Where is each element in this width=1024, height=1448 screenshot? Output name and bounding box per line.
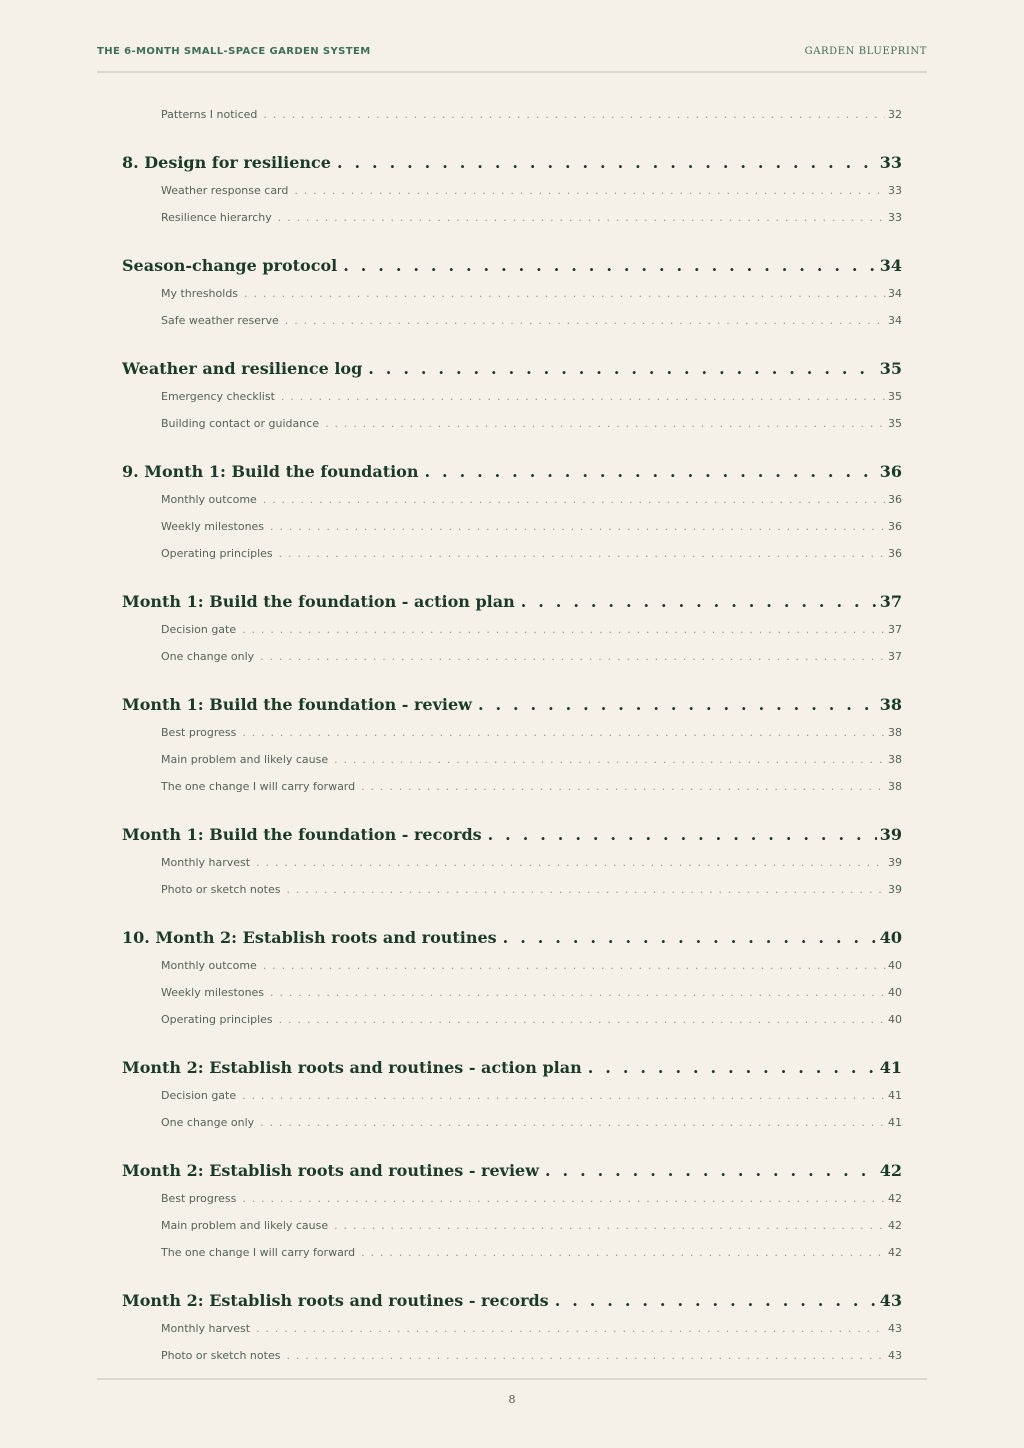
toc-section-entry[interactable] bbox=[122, 688, 902, 722]
toc-entry-title: Monthly outcome bbox=[161, 959, 257, 972]
toc-entry-title: Month 1: Build the foundation - action plan bbox=[122, 592, 515, 611]
toc-section-entry[interactable] bbox=[122, 818, 902, 852]
toc-entry-page-number: 37 bbox=[888, 623, 902, 636]
dot-leader bbox=[521, 585, 877, 619]
toc-subentry[interactable] bbox=[122, 1215, 902, 1242]
toc-entry-page-number: 33 bbox=[888, 211, 902, 224]
toc-subentry[interactable] bbox=[122, 1345, 902, 1372]
toc-subentry[interactable] bbox=[122, 619, 902, 646]
toc-entry-page-number: 32 bbox=[888, 108, 902, 121]
toc-entry-title: Weekly milestones bbox=[161, 986, 265, 999]
dot-leader bbox=[244, 283, 885, 305]
toc-entry-page-number: 37 bbox=[879, 592, 902, 611]
dot-leader bbox=[361, 776, 885, 798]
toc-subentry[interactable] bbox=[122, 1318, 902, 1345]
dot-leader bbox=[263, 104, 885, 126]
dot-leader bbox=[281, 386, 885, 408]
table-of-contents bbox=[122, 104, 902, 1372]
toc-entry-page-number: 41 bbox=[879, 1058, 902, 1077]
dot-leader bbox=[260, 1112, 885, 1134]
toc-entry-title: Resilience hierarchy bbox=[161, 211, 272, 224]
toc-entry-title: Emergency checklist bbox=[161, 390, 275, 403]
toc-subentry[interactable] bbox=[122, 489, 902, 516]
section-label: GARDEN BLUEPRINT bbox=[804, 45, 927, 57]
toc-entry-title: Weather response card bbox=[161, 184, 289, 197]
toc-subentry[interactable] bbox=[122, 516, 902, 543]
toc-subentry[interactable] bbox=[122, 386, 902, 413]
toc-entry-title: The one change I will carry forward bbox=[161, 780, 356, 793]
dot-leader bbox=[242, 722, 885, 744]
dot-leader bbox=[242, 1085, 885, 1107]
dot-leader bbox=[263, 489, 885, 511]
toc-entry-page-number: 42 bbox=[879, 1161, 902, 1180]
dot-leader bbox=[286, 1345, 885, 1367]
dot-leader bbox=[555, 1284, 877, 1318]
toc-section-entry[interactable] bbox=[122, 1051, 902, 1085]
toc-subentry[interactable] bbox=[122, 207, 902, 234]
toc-subentry[interactable] bbox=[122, 283, 902, 310]
toc-entry-page-number: 36 bbox=[888, 493, 902, 506]
dot-leader bbox=[361, 1242, 885, 1264]
toc-entry-page-number: 39 bbox=[888, 856, 902, 869]
toc-subentry[interactable] bbox=[122, 879, 902, 906]
toc-entry-title: Monthly outcome bbox=[161, 493, 257, 506]
footer-divider bbox=[97, 1378, 927, 1380]
toc-entry-title: Monthly harvest bbox=[161, 1322, 251, 1335]
toc-subentry[interactable] bbox=[122, 776, 902, 803]
toc-entry-page-number: 36 bbox=[888, 547, 902, 560]
toc-subentry[interactable] bbox=[122, 413, 902, 440]
dot-leader bbox=[478, 688, 877, 722]
toc-entry-title: Best progress bbox=[161, 1192, 237, 1205]
dot-leader bbox=[263, 955, 885, 977]
toc-subentry[interactable] bbox=[122, 1242, 902, 1269]
toc-entry-title: One change only bbox=[161, 650, 255, 663]
toc-section-entry[interactable] bbox=[122, 146, 902, 180]
toc-entry-title: Monthly harvest bbox=[161, 856, 251, 869]
dot-leader bbox=[270, 516, 885, 538]
dot-leader bbox=[343, 249, 877, 283]
toc-entry-title: Month 2: Establish roots and routines - action plan bbox=[122, 1058, 582, 1077]
dot-leader bbox=[424, 455, 876, 489]
toc-entry-page-number: 36 bbox=[879, 462, 902, 481]
toc-entry-page-number: 42 bbox=[888, 1192, 902, 1205]
toc-entry-title: Main problem and likely cause bbox=[161, 753, 329, 766]
toc-section-entry[interactable] bbox=[122, 1154, 902, 1188]
toc-subentry[interactable] bbox=[122, 955, 902, 982]
dot-leader bbox=[278, 207, 885, 229]
toc-entry-page-number: 36 bbox=[888, 520, 902, 533]
toc-entry-title: The one change I will carry forward bbox=[161, 1246, 356, 1259]
toc-subentry[interactable] bbox=[122, 852, 902, 879]
toc-subentry[interactable] bbox=[122, 1188, 902, 1215]
toc-subentry[interactable] bbox=[122, 543, 902, 570]
dot-leader bbox=[270, 982, 885, 1004]
toc-subentry[interactable] bbox=[122, 982, 902, 1009]
toc-entry-page-number: 42 bbox=[888, 1246, 902, 1259]
toc-entry-page-number: 35 bbox=[888, 390, 902, 403]
toc-subentry[interactable] bbox=[122, 1112, 902, 1139]
toc-entry-title: Decision gate bbox=[161, 1089, 237, 1102]
toc-entry-page-number: 40 bbox=[879, 928, 902, 947]
toc-subentry[interactable] bbox=[122, 749, 902, 776]
dot-leader bbox=[337, 146, 877, 180]
toc-entry-title: 9. Month 1: Build the foundation bbox=[122, 462, 419, 481]
toc-entry-title: My thresholds bbox=[161, 287, 239, 300]
toc-section-entry[interactable] bbox=[122, 921, 902, 955]
header-divider bbox=[97, 71, 927, 73]
toc-entry-page-number: 34 bbox=[888, 314, 902, 327]
toc-entry-title: Operating principles bbox=[161, 547, 273, 560]
toc-entry-title: 8. Design for resilience bbox=[122, 153, 331, 172]
toc-entry-page-number: 41 bbox=[888, 1089, 902, 1102]
toc-entry-page-number: 37 bbox=[888, 650, 902, 663]
book-title: THE 6-MONTH SMALL-SPACE GARDEN SYSTEM bbox=[97, 45, 371, 57]
toc-entry-page-number: 35 bbox=[879, 359, 902, 378]
dot-leader bbox=[503, 921, 877, 955]
toc-entry-page-number: 34 bbox=[879, 256, 902, 275]
toc-entry-title: Photo or sketch notes bbox=[161, 883, 281, 896]
page-number: 8 bbox=[508, 1393, 516, 1406]
toc-entry-title: Month 1: Build the foundation - review bbox=[122, 695, 472, 714]
toc-entry-page-number: 39 bbox=[888, 883, 902, 896]
dot-leader bbox=[334, 749, 885, 771]
dot-leader bbox=[488, 818, 877, 852]
dot-leader bbox=[368, 352, 876, 386]
dot-leader bbox=[242, 619, 885, 641]
toc-section-entry[interactable] bbox=[122, 1284, 902, 1318]
toc-subentry[interactable] bbox=[122, 1009, 902, 1036]
toc-entry-page-number: 40 bbox=[888, 959, 902, 972]
toc-entry-title: One change only bbox=[161, 1116, 255, 1129]
toc-entry-page-number: 38 bbox=[879, 695, 902, 714]
running-header bbox=[97, 44, 927, 58]
dot-leader bbox=[325, 413, 885, 435]
dot-leader bbox=[256, 852, 885, 874]
toc-entry-title: Safe weather reserve bbox=[161, 314, 279, 327]
toc-entry-title: 10. Month 2: Establish roots and routines bbox=[122, 928, 497, 947]
toc-entry-title: Building contact or guidance bbox=[161, 417, 320, 430]
toc-entry-title: Weekly milestones bbox=[161, 520, 265, 533]
dot-leader bbox=[260, 646, 885, 668]
toc-section-entry[interactable] bbox=[122, 352, 902, 386]
toc-entry-title: Season-change protocol bbox=[122, 256, 338, 275]
toc-subentry[interactable] bbox=[122, 104, 902, 131]
toc-section-entry[interactable] bbox=[122, 455, 902, 489]
toc-section-entry[interactable] bbox=[122, 585, 902, 619]
toc-entry-page-number: 34 bbox=[888, 287, 902, 300]
toc-entry-page-number: 38 bbox=[888, 780, 902, 793]
toc-entry-page-number: 43 bbox=[879, 1291, 902, 1310]
toc-entry-page-number: 40 bbox=[888, 1013, 902, 1026]
toc-entry-title: Best progress bbox=[161, 726, 237, 739]
dot-leader bbox=[286, 879, 885, 901]
toc-entry-page-number: 43 bbox=[888, 1349, 902, 1362]
toc-entry-page-number: 41 bbox=[888, 1116, 902, 1129]
dot-leader bbox=[285, 310, 885, 332]
toc-subentry[interactable] bbox=[122, 722, 902, 749]
toc-entry-title: Main problem and likely cause bbox=[161, 1219, 329, 1232]
dot-leader bbox=[545, 1154, 877, 1188]
toc-entry-page-number: 40 bbox=[888, 986, 902, 999]
toc-subentry[interactable] bbox=[122, 646, 902, 673]
toc-entry-title: Month 2: Establish roots and routines - review bbox=[122, 1161, 539, 1180]
toc-entry-title: Month 1: Build the foundation - records bbox=[122, 825, 482, 844]
toc-subentry[interactable] bbox=[122, 180, 902, 207]
toc-entry-title: Decision gate bbox=[161, 623, 237, 636]
dot-leader bbox=[242, 1188, 885, 1210]
toc-entry-title: Patterns I noticed bbox=[161, 108, 258, 121]
toc-entry-page-number: 38 bbox=[888, 726, 902, 739]
toc-entry-page-number: 33 bbox=[888, 184, 902, 197]
toc-subentry[interactable] bbox=[122, 1085, 902, 1112]
dot-leader bbox=[256, 1318, 885, 1340]
dot-leader bbox=[279, 1009, 885, 1031]
dot-leader bbox=[294, 180, 885, 202]
toc-entry-page-number: 35 bbox=[888, 417, 902, 430]
toc-subentry[interactable] bbox=[122, 310, 902, 337]
dot-leader bbox=[279, 543, 885, 565]
toc-entry-page-number: 42 bbox=[888, 1219, 902, 1232]
toc-entry-page-number: 38 bbox=[888, 753, 902, 766]
toc-entry-title: Weather and resilience log bbox=[122, 359, 363, 378]
toc-entry-page-number: 33 bbox=[879, 153, 902, 172]
dot-leader bbox=[334, 1215, 885, 1237]
toc-entry-title: Photo or sketch notes bbox=[161, 1349, 281, 1362]
toc-section-entry[interactable] bbox=[122, 249, 902, 283]
toc-entry-page-number: 43 bbox=[888, 1322, 902, 1335]
dot-leader bbox=[588, 1051, 877, 1085]
toc-entry-page-number: 39 bbox=[879, 825, 902, 844]
toc-entry-title: Month 2: Establish roots and routines - records bbox=[122, 1291, 549, 1310]
toc-entry-title: Operating principles bbox=[161, 1013, 273, 1026]
